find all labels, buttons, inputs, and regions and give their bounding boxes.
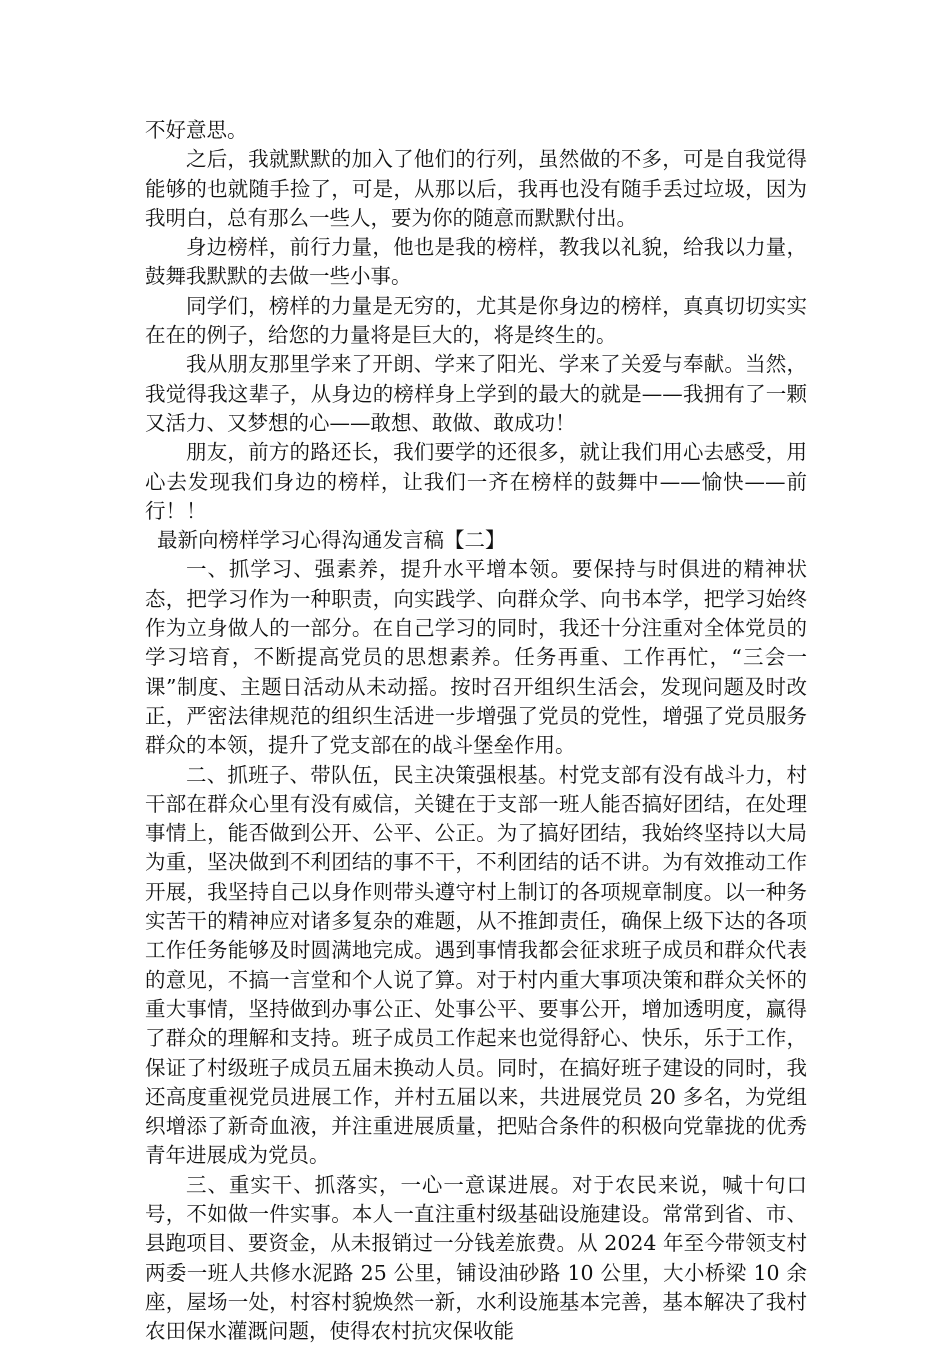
paragraph-friends-road-ahead: 朋友，前方的路还长，我们要学的还很多，就让我们用心去感受，用心去发现我们身边的榜样，让我们一齐在榜样的鼓舞中——愉快——前行！！ [145,440,807,523]
paragraph-classmates: 同学们，榜样的力量是无穷的，尤其是你身边的榜样，真真切切实实在在的例子，给您的力量将是巨大的，将是终生的。 [145,293,807,348]
section-heading: 最新向榜样学习心得沟通发言稿【二】 [157,528,506,553]
paragraph-point-three-practical: 三、重实干、抓落实，一心一意谋进展。对于农民来说，喊十句口号，不如做一件实事。本人一直注重村级基础设施建设。常常到省、市、县跑项目、要资金，从未报销过一分钱差旅费。从 2024 年至今带领支村两委一班人共修水泥路 25 公里，铺设油砂路 10 公里，大小桥梁 10 余座，屋场一处，村容村貌焕然一新，水利设施基本完善，基本解决了我村农田保水灌溉问题，使得农村抗灾保收能 [145,1172,807,1344]
paragraph-role-model-strength: 身边榜样，前行力量，他也是我的榜样，教我以礼貌，给我以力量，鼓舞我默默的去做一些小事。 [145,235,807,289]
paragraph-point-one-study: 一、抓学习、强素养，提升水平增本领。要保持与时俱进的精神状态，把学习作为一种职责，向实践学、向群众学、向书本学，把学习始终作为立身做人的一部分。在自己学习的同时，我还十分注重对全体党员的学习培育，不断提高党员的思想素养。任务再重、工作再忙，“三会一课”制度、主题日活动从未动摇。按时召开组织生活会，发现问题及时改正，严密法律规范的组织生活进一步增强了党员的党性，增强了党员服务群众的本领，提升了党支部在的战斗堡垒作用。 [145,557,807,758]
paragraph-point-two-team: 二、抓班子、带队伍，民主决策强根基。村党支部有没有战斗力，村干部在群众心里有没有威信，关键在于支部一班人能否搞好团结，在处理事情上，能否做到公开、公平、公正。为了搞好团结，我始终坚持以大局为重，坚决做到不利团结的事不干，不利团结的话不讲。为有效推动工作开展，我坚持自己以身作则带头遵守村上制订的各项规章制度。以一种务实苦干的精神应对诸多复杂的难题，从不推卸责任，确保上级下达的各项工作任务能够及时圆满地完成。遇到事情我都会征求班子成员和群众代表的意见，不搞一言堂和个人说了算。对于村内重大事项决策和群众关怀的重大事情，坚持做到办事公正、处事公平、要事公开，增加透明度，赢得了群众的理解和支持。班子成员工作起来也觉得舒心、快乐，乐于工作，保证了村级班子成员五届未换动人员。同时，在搞好班子建设的同时，我还高度重视党员进展工作，并村五届以来，共进展党员 20 多名，为党组织增添了新奇血液，并注重进展质量，把贴合条件的积极向党靠拢的优秀青年进展成为党员。 [145,762,807,1168]
paragraph-learned-from-friends: 我从朋友那里学来了开朗、学来了阳光、学来了关爱与奉献。当然，我觉得我这辈子，从身边的榜样身上学到的最大的就是——我拥有了一颗又活力、又梦想的心——敢想、敢做、敢成功！ [145,352,807,435]
paragraph-after-joining: 之后，我就默默的加入了他们的行列，虽然做的不多，可是自我觉得能够的也就随手捡了，可是，从那以后，我再也没有随手丢过垃圾，因为我明白，总有那么一些人，要为你的随意而默默付出。 [145,147,807,230]
paragraph-continuation: 不好意思。 [145,118,248,142]
document-body [145,116,807,1346]
